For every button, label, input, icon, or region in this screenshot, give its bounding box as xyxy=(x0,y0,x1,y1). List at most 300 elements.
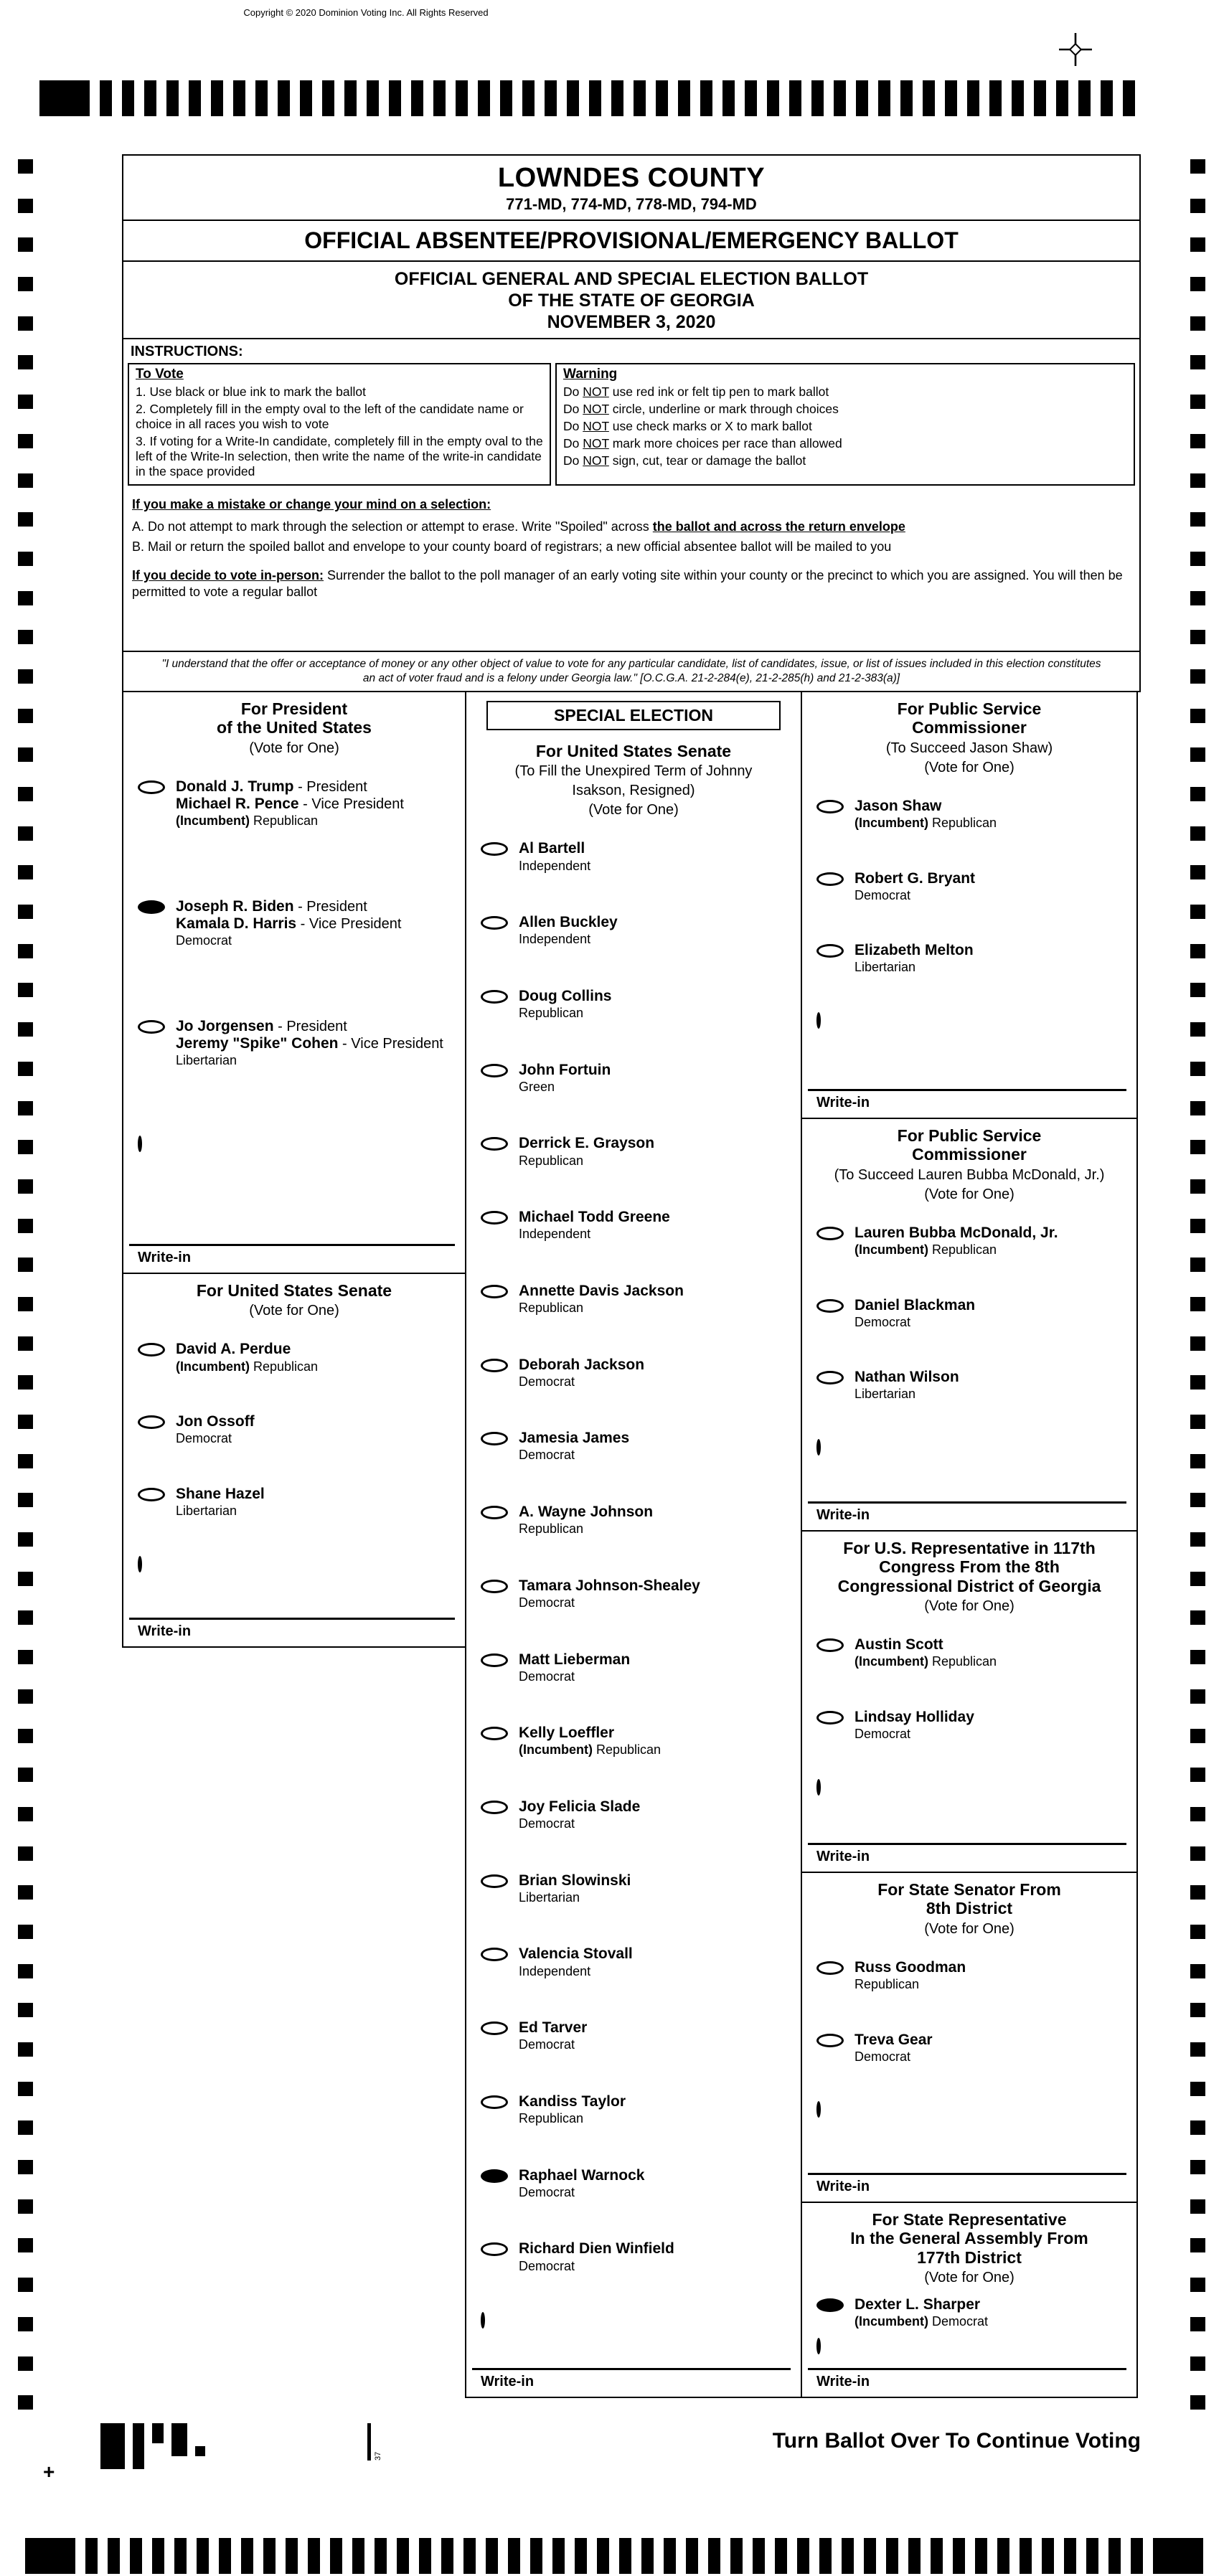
candidate-party: Green xyxy=(519,1079,555,1094)
contest-box xyxy=(801,1872,1138,2203)
candidate-text xyxy=(855,1636,997,1670)
timing-mark xyxy=(18,709,33,723)
timing-mark xyxy=(945,80,957,116)
candidate-row xyxy=(466,2019,801,2053)
timing-mark xyxy=(18,199,33,213)
candidate-text xyxy=(519,1062,611,1095)
ballot-oval[interactable] xyxy=(816,2298,844,2312)
timing-mark xyxy=(575,2538,587,2574)
write-in-oval[interactable] xyxy=(816,2338,821,2354)
timing-mark xyxy=(597,2538,609,2574)
candidate-party: Democrat xyxy=(855,1727,911,1742)
candidate-text xyxy=(519,1504,653,1537)
candidate-name: Michael R. Pence - Vice President xyxy=(176,796,404,813)
mistake-item-a xyxy=(132,519,1131,535)
candidate-name: Lauren Bubba McDonald, Jr. xyxy=(855,1224,1058,1241)
candidate-text xyxy=(176,1413,255,1447)
ballot-oval[interactable] xyxy=(481,1653,508,1667)
timing-mark xyxy=(18,2317,33,2331)
timing-mark xyxy=(1190,826,1205,841)
candidate-party: Democrat xyxy=(519,2258,575,2273)
ballot-oval[interactable] xyxy=(481,1359,508,1372)
ballot-oval[interactable] xyxy=(816,944,844,958)
timing-mark xyxy=(18,1062,33,1076)
candidate-name: Jason Shaw xyxy=(855,797,942,814)
to-vote-item: 1. Use black or blue ink to mark the ballot xyxy=(136,384,366,399)
timing-mark xyxy=(611,80,623,116)
plus-mark: + xyxy=(43,2461,55,2483)
candidate-row xyxy=(123,778,465,829)
ballot-oval[interactable] xyxy=(481,2169,508,2183)
timing-mark xyxy=(753,2538,765,2574)
warning-items xyxy=(563,384,1127,468)
timing-mark xyxy=(1190,591,1205,605)
timing-mark xyxy=(397,2538,409,2574)
ballot-oval[interactable] xyxy=(481,1801,508,1814)
timing-mark xyxy=(1190,1689,1205,1704)
to-vote-item: 3. If voting for a Write-In candidate, completely fill in the empty oval to the left of the Write-In selection, then write the name of the write-in candidate in the space provided xyxy=(136,434,543,478)
contest-header xyxy=(466,735,801,821)
timing-block xyxy=(39,80,90,116)
timing-mark xyxy=(189,80,201,116)
candidate-row xyxy=(802,1297,1136,1331)
candidate-row xyxy=(466,1062,801,1095)
timing-mark xyxy=(18,1846,33,1861)
candidate-text xyxy=(519,1283,684,1316)
ballot-oval[interactable] xyxy=(481,1211,508,1225)
timing-mark xyxy=(1190,1964,1205,1978)
timing-mark xyxy=(18,1219,33,1233)
ballot-oval[interactable] xyxy=(481,1432,508,1445)
ballot-oval[interactable] xyxy=(138,1020,165,1034)
timing-mark xyxy=(989,80,1002,116)
timing-mark xyxy=(219,2538,231,2574)
ballot-oval[interactable] xyxy=(816,1961,844,1975)
write-in-label: Write-in xyxy=(481,2374,535,2389)
barcode-bar xyxy=(133,2423,144,2469)
timing-mark xyxy=(18,1807,33,1821)
candidate-name: Jeremy "Spike" Cohen - Vice President xyxy=(176,1034,443,1052)
ballot-oval[interactable] xyxy=(481,2021,508,2035)
contest-header xyxy=(802,1532,1136,1618)
timing-mark xyxy=(1190,1375,1205,1390)
candidate-party: Democrat xyxy=(519,2184,575,2199)
ballot-oval[interactable] xyxy=(138,1343,165,1357)
timing-mark xyxy=(530,2538,542,2574)
timing-mark xyxy=(18,473,33,488)
timing-mark xyxy=(1190,1179,1205,1194)
candidate-text xyxy=(176,778,404,829)
candidate-row xyxy=(802,2032,1136,2065)
timing-mark xyxy=(18,1297,33,1311)
timing-mark xyxy=(508,2538,520,2574)
candidate-party: Democrat xyxy=(519,1595,575,1610)
timing-mark xyxy=(18,159,33,174)
ballot-oval[interactable] xyxy=(481,1506,508,1519)
contest-subtitle-line: (To Succeed Jason Shaw) xyxy=(885,740,1053,756)
ballot-oval[interactable] xyxy=(816,872,844,886)
candidate-party: Libertarian xyxy=(519,1889,580,1905)
stub-number: 37 xyxy=(374,2451,382,2461)
timing-mark xyxy=(811,80,824,116)
timing-mark xyxy=(708,2538,720,2574)
write-in-oval[interactable] xyxy=(816,1779,821,1796)
timing-mark xyxy=(1190,2317,1205,2331)
candidate-row xyxy=(802,1369,1136,1402)
candidate-text xyxy=(519,1430,629,1463)
timing-mark xyxy=(1190,1297,1205,1311)
candidate-row xyxy=(466,914,801,948)
candidate-text xyxy=(176,898,401,949)
candidate-party: Republican xyxy=(519,2111,584,2126)
timing-mark xyxy=(1190,1925,1205,1939)
contest-columns xyxy=(122,691,1141,2398)
write-in-area xyxy=(802,2173,1136,2202)
candidate-text xyxy=(855,1225,1058,1258)
candidate-row xyxy=(802,1636,1136,1670)
candidate-row xyxy=(466,1209,801,1242)
barcode-marks xyxy=(100,2423,205,2469)
timing-mark xyxy=(18,1729,33,1743)
candidate-row xyxy=(466,1651,801,1685)
candidate-name: Ed Tarver xyxy=(519,2019,588,2037)
timing-mark xyxy=(552,2538,565,2574)
timing-mark xyxy=(1190,552,1205,566)
write-in-line[interactable] xyxy=(472,2368,791,2370)
candidate-name: A. Wayne Johnson xyxy=(519,1504,654,1521)
write-in-line[interactable] xyxy=(808,2173,1126,2175)
candidate-row xyxy=(466,1945,801,1979)
timing-mark xyxy=(18,355,33,369)
candidate-party: Republican xyxy=(855,1977,920,1992)
timing-mark xyxy=(18,2278,33,2292)
timing-mark xyxy=(641,2538,654,2574)
contest-subtitle-line: (Vote for One) xyxy=(588,802,679,818)
contest-box xyxy=(465,691,802,2398)
to-vote-box xyxy=(128,363,551,486)
timing-mark xyxy=(1190,1885,1205,1900)
ballot-oval[interactable] xyxy=(481,1727,508,1740)
timing-mark xyxy=(1190,1572,1205,1586)
timing-marks-left xyxy=(18,159,33,2410)
candidate-text xyxy=(519,914,618,948)
contest-box xyxy=(122,1273,466,1648)
warning-item: Do NOT sign, cut, tear or damage the ballot xyxy=(563,453,806,468)
column-right xyxy=(801,691,1138,2398)
write-in-oval[interactable] xyxy=(481,2312,485,2329)
write-in-line[interactable] xyxy=(808,1089,1126,1091)
write-in-line[interactable] xyxy=(129,1618,455,1620)
timing-mark xyxy=(18,2042,33,2057)
candidate-name: Derrick E. Grayson xyxy=(519,1135,655,1152)
candidate-party: Republican xyxy=(519,1006,584,1021)
to-vote-items xyxy=(136,384,543,479)
warning-title: Warning xyxy=(563,367,618,382)
timing-mark xyxy=(967,80,979,116)
ballot-oval[interactable] xyxy=(816,800,844,813)
contest-title-line: Congressional District of Georgia xyxy=(837,1576,1101,1595)
timing-marks-right xyxy=(1190,159,1205,2410)
county-header xyxy=(123,156,1139,221)
timing-mark xyxy=(352,2538,364,2574)
timing-mark xyxy=(300,80,312,116)
candidate-row xyxy=(802,2296,1136,2330)
timing-mark xyxy=(18,944,33,958)
timing-mark xyxy=(1190,2395,1205,2410)
timing-mark xyxy=(1190,983,1205,997)
write-in-oval[interactable] xyxy=(816,2101,821,2118)
timing-mark xyxy=(322,80,334,116)
timing-mark xyxy=(722,80,735,116)
timing-mark xyxy=(263,2538,276,2574)
ballot-oval[interactable] xyxy=(138,900,165,914)
ballot-oval[interactable] xyxy=(816,1299,844,1313)
county-name: LOWNDES COUNTY xyxy=(497,163,766,193)
timing-mark xyxy=(656,80,668,116)
timing-mark xyxy=(18,434,33,448)
mistake-item-a-emphasis: the ballot and across the return envelope xyxy=(652,519,905,534)
timing-mark xyxy=(478,80,490,116)
in-person-instruction xyxy=(132,567,1131,601)
timing-mark xyxy=(18,1022,33,1037)
timing-mark xyxy=(18,1101,33,1115)
timing-mark xyxy=(1190,512,1205,527)
timing-mark xyxy=(1190,434,1205,448)
timing-mark xyxy=(18,237,33,252)
ballot-oval[interactable] xyxy=(481,916,508,930)
instruction-boxes xyxy=(128,363,1135,486)
write-in-line[interactable] xyxy=(808,2368,1126,2370)
contest-title-line: Commissioner xyxy=(912,718,1027,737)
candidate-name: Dexter L. Sharper xyxy=(855,2296,981,2313)
candidate-name: Lindsay Holliday xyxy=(855,1709,974,1726)
timing-block xyxy=(1153,2538,1203,2574)
write-in-line[interactable] xyxy=(129,1244,455,1246)
candidate-row xyxy=(466,840,801,874)
timing-mark xyxy=(767,80,779,116)
timing-mark xyxy=(1190,1610,1205,1625)
candidate-text xyxy=(519,1357,644,1390)
ballot-oval[interactable] xyxy=(481,1285,508,1298)
timing-mark xyxy=(18,2160,33,2174)
timing-mark xyxy=(1190,1493,1205,1507)
candidate-party: Democrat xyxy=(519,1448,575,1463)
write-in-label: Write-in xyxy=(138,1250,192,1265)
ballot-oval[interactable] xyxy=(481,2095,508,2109)
timing-mark xyxy=(745,80,757,116)
timing-mark xyxy=(1190,1415,1205,1429)
candidate-row xyxy=(466,1577,801,1611)
write-in-oval-row xyxy=(466,2314,801,2327)
timing-mark xyxy=(1190,2238,1205,2252)
timing-mark xyxy=(1190,473,1205,488)
candidate-text xyxy=(519,1135,654,1169)
write-in-area xyxy=(802,1843,1136,1872)
contest-box xyxy=(801,2202,1138,2398)
candidate-name: Jo Jorgensen - President xyxy=(176,1017,347,1034)
timing-mark xyxy=(122,80,134,116)
contest-header xyxy=(123,1274,465,1322)
candidate-party: Democrat xyxy=(855,1314,911,1329)
ballot-oval[interactable] xyxy=(481,842,508,856)
write-in-oval[interactable] xyxy=(138,1556,142,1572)
registration-crosshair-icon xyxy=(1058,32,1093,71)
candidate-row xyxy=(466,1135,801,1169)
contest-subtitle-line: Isakson, Resigned) xyxy=(572,783,695,799)
timing-mark xyxy=(18,1689,33,1704)
write-in-area xyxy=(123,1244,465,1273)
write-in-line[interactable] xyxy=(808,1501,1126,1504)
candidate-text xyxy=(176,1018,443,1069)
contest-title-line: For President xyxy=(240,699,348,718)
timing-mark xyxy=(1190,237,1205,252)
ballot-oval[interactable] xyxy=(138,1415,165,1429)
timing-mark xyxy=(344,80,357,116)
write-in-oval-row xyxy=(123,1138,465,1151)
timing-mark xyxy=(18,2395,33,2410)
timing-mark xyxy=(1190,2082,1205,2096)
timing-mark xyxy=(18,1179,33,1194)
candidate-text xyxy=(855,2296,988,2330)
timing-mark xyxy=(241,2538,253,2574)
candidate-party: Republican xyxy=(519,1300,584,1315)
contest-box xyxy=(801,1530,1138,1873)
write-in-line[interactable] xyxy=(808,1843,1126,1845)
timing-mark xyxy=(18,512,33,527)
timing-mark xyxy=(211,80,223,116)
timing-mark xyxy=(18,1610,33,1625)
timing-mark xyxy=(1064,2538,1076,2574)
timing-block xyxy=(25,2538,75,2574)
ballot-oval[interactable] xyxy=(816,2034,844,2047)
column-left xyxy=(122,691,466,1648)
timing-mark xyxy=(664,2538,676,2574)
timing-mark xyxy=(1131,2538,1143,2574)
timing-mark xyxy=(18,2199,33,2214)
candidate-name: Austin Scott xyxy=(855,1636,943,1653)
timing-mark xyxy=(1042,2538,1054,2574)
timing-mark xyxy=(130,2538,142,2574)
timing-marks-top xyxy=(39,80,1135,116)
timing-mark xyxy=(1190,395,1205,409)
timing-mark xyxy=(1086,2538,1098,2574)
timing-mark xyxy=(1190,1140,1205,1154)
candidate-name: Matt Lieberman xyxy=(519,1651,631,1668)
candidate-party: Democrat xyxy=(519,2037,575,2052)
turn-ballot-over-text: Turn Ballot Over To Continue Voting xyxy=(772,2429,1141,2453)
timing-mark xyxy=(775,2538,787,2574)
ballot-oval[interactable] xyxy=(481,1874,508,1888)
ballot-oval[interactable] xyxy=(138,1488,165,1501)
candidate-row xyxy=(466,1872,801,1906)
candidate-name: Richard Dien Winfield xyxy=(519,2240,674,2257)
candidate-name: Raphael Warnock xyxy=(519,2166,645,2184)
candidate-text xyxy=(519,988,612,1022)
write-in-area xyxy=(802,1501,1136,1530)
election-state: OF THE STATE OF GEORGIA xyxy=(508,291,755,311)
timing-mark xyxy=(18,1532,33,1547)
contest-title-line: For U.S. Representative in 117th xyxy=(843,1539,1096,1557)
timing-mark xyxy=(330,2538,342,2574)
contest-subtitle-line: (To Succeed Lauren Bubba McDonald, Jr.) xyxy=(834,1166,1105,1183)
candidate-party: Democrat xyxy=(855,2049,911,2064)
felony-notice: "I understand that the offer or acceptance of money or any other object of value to vote for any particular candidate, list of candidates, issue, or list of issues included in this election constitutes an act of voter fraud and is a felony under Georgia law." [O.C.G.A. 21-2-284(e), 21-2-285(h) and 21-2-383(a)] xyxy=(123,651,1139,691)
mistake-section xyxy=(132,497,1131,601)
barcode-bar xyxy=(152,2423,164,2443)
timing-mark xyxy=(18,395,33,409)
contest-title-line: Commissioner xyxy=(912,1145,1027,1164)
timing-mark xyxy=(1056,80,1068,116)
candidate-name: Al Bartell xyxy=(519,840,585,857)
candidate-row xyxy=(123,1018,465,1069)
timing-mark xyxy=(842,2538,854,2574)
timing-mark xyxy=(700,80,712,116)
instructions-section xyxy=(123,339,1139,691)
timing-mark xyxy=(233,80,245,116)
timing-mark xyxy=(18,865,33,879)
candidate-row xyxy=(466,2240,801,2274)
timing-mark xyxy=(1190,1729,1205,1743)
ballot-oval[interactable] xyxy=(481,1580,508,1593)
candidate-name: Daniel Blackman xyxy=(855,1296,976,1313)
timing-mark xyxy=(1190,905,1205,919)
to-vote-item: 2. Completely fill in the empty oval to the left of the candidate name or choice in all races you wish to vote xyxy=(136,402,524,431)
candidate-party: Libertarian xyxy=(855,1387,916,1402)
write-in-oval-row xyxy=(802,2340,1136,2353)
candidate-row xyxy=(123,1413,465,1447)
timing-mark xyxy=(567,80,579,116)
barcode-bar xyxy=(171,2423,187,2456)
ballot-oval[interactable] xyxy=(481,1948,508,1961)
write-in-oval[interactable] xyxy=(816,1012,821,1029)
candidate-row xyxy=(466,1283,801,1316)
write-in-label: Write-in xyxy=(816,2374,870,2389)
ballot-oval[interactable] xyxy=(481,2242,508,2256)
candidate-row xyxy=(466,1725,801,1758)
ballot-oval[interactable] xyxy=(816,1371,844,1384)
ballot-oval[interactable] xyxy=(481,990,508,1004)
timing-mark xyxy=(1190,199,1205,213)
timing-mark xyxy=(18,1454,33,1468)
timing-mark xyxy=(286,2538,298,2574)
candidate-name: Joseph R. Biden - President xyxy=(176,897,367,915)
candidate-text xyxy=(855,870,975,904)
write-in-oval[interactable] xyxy=(138,1136,142,1152)
write-in-area xyxy=(123,1618,465,1646)
ballot-oval[interactable] xyxy=(138,780,165,794)
timing-mark xyxy=(797,2538,809,2574)
timing-mark xyxy=(1190,159,1205,174)
timing-mark xyxy=(18,787,33,801)
ballot-oval[interactable] xyxy=(816,1638,844,1652)
candidate-name: Kamala D. Harris - Vice President xyxy=(176,915,402,932)
candidate-party: Democrat xyxy=(176,1431,232,1446)
candidate-text xyxy=(519,1651,630,1685)
candidate-row xyxy=(466,988,801,1022)
candidate-row xyxy=(123,1486,465,1519)
ballot-oval[interactable] xyxy=(816,1227,844,1240)
ballot-oval[interactable] xyxy=(481,1064,508,1077)
ballot-oval[interactable] xyxy=(816,1711,844,1725)
candidate-party: Independent xyxy=(519,858,591,873)
ballot-oval[interactable] xyxy=(481,1137,508,1151)
timing-mark xyxy=(18,1336,33,1351)
contest-subtitle-line: (Vote for One) xyxy=(924,2270,1014,2286)
write-in-oval[interactable] xyxy=(816,1439,821,1456)
write-in-label: Write-in xyxy=(816,1849,870,1864)
timing-mark xyxy=(18,747,33,762)
timing-mark xyxy=(1190,2003,1205,2017)
